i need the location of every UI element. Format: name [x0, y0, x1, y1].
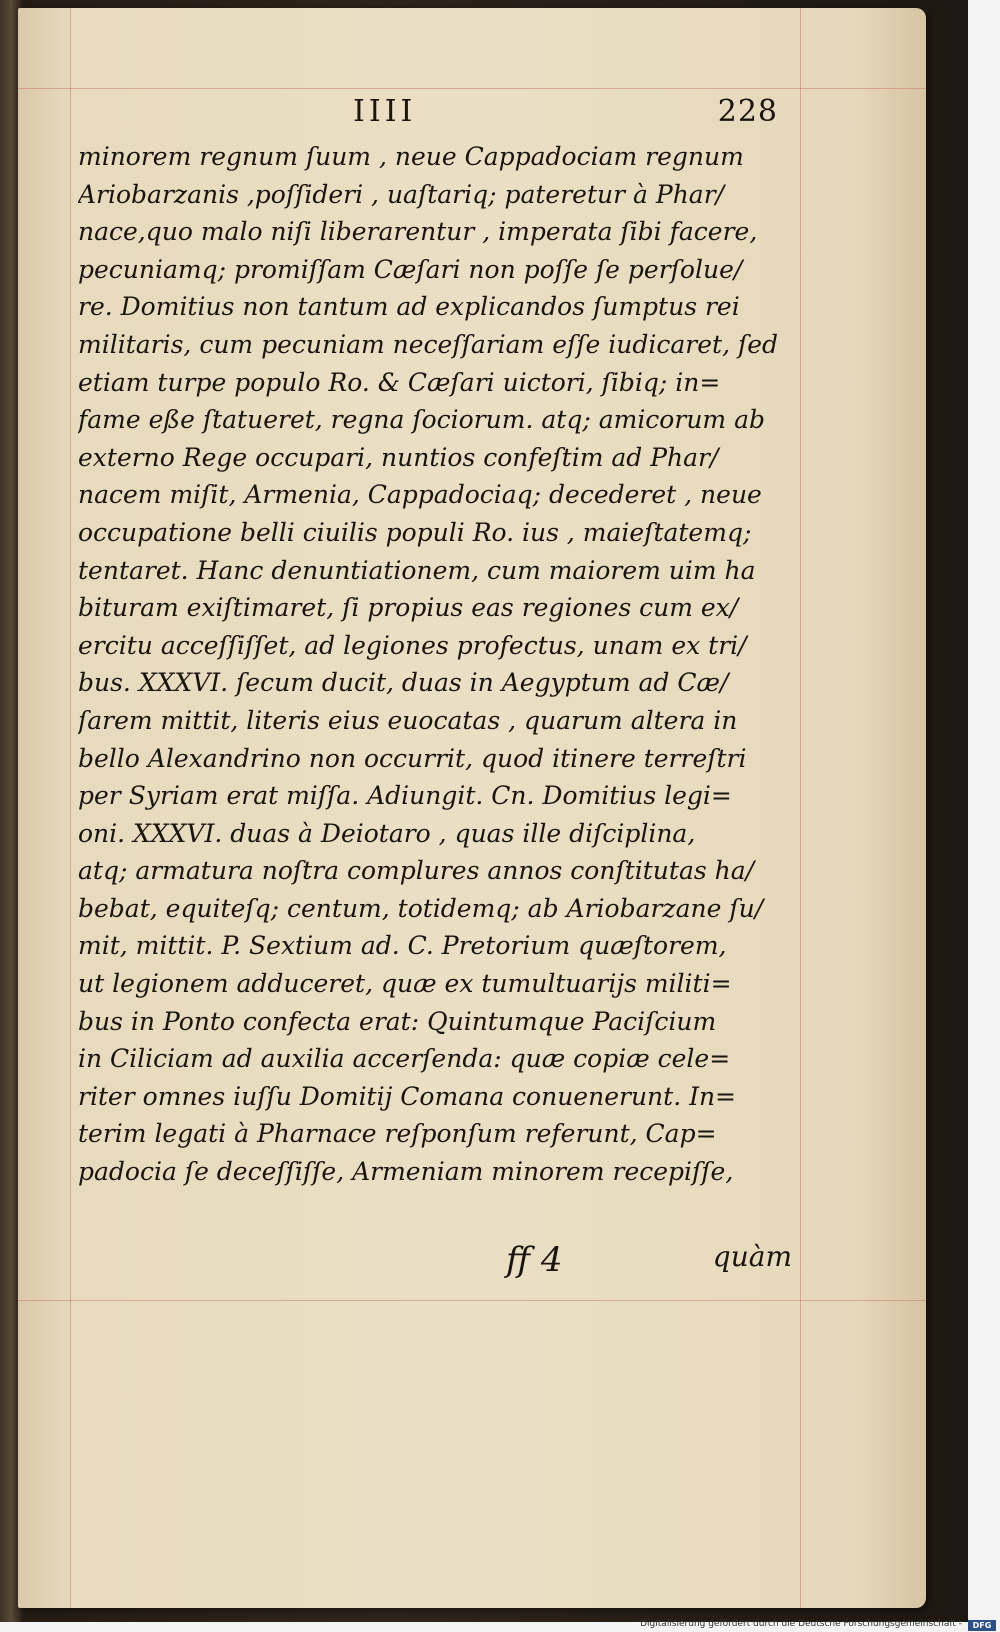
text-line: occupatione belli ciuilis populi Ro. ius , maieſtatemq;	[78, 517, 752, 547]
text-line: bituram exiſtimaret, ſi propius eas regiones cum ex/	[78, 593, 739, 623]
ruling-line-left	[70, 8, 71, 1608]
text-line: atq; armatura noſtra complures annos conſtitutas ha/	[78, 856, 755, 886]
text-line: nace,quo malo niſi liberarentur , imperata ſibi facere,	[78, 217, 758, 247]
text-line: militaris, cum pecuniam neceſſariam eſſe iudicaret, ſed	[78, 329, 778, 359]
book-page	[18, 8, 926, 1608]
text-line: ercitu acceſſiſſet, ad legiones profectus, unam ex tri/	[78, 630, 747, 660]
text-line: bus. XXXVI. ſecum ducit, duas in Aegyptum ad Cæ/	[78, 668, 729, 698]
text-line: mit, mittit. P. Sextium ad. C. Pretorium quæſtorem,	[78, 931, 727, 961]
catchword: quàm	[712, 1240, 792, 1273]
running-head: IIII	[353, 94, 417, 129]
catchline	[78, 1240, 792, 1284]
page-number: 228	[717, 94, 778, 129]
ruling-line-right	[800, 8, 801, 1608]
text-line: bebat, equiteſq; centum, totidemq; ab Ariobarzane ſu/	[78, 893, 764, 923]
text-line: tentaret. Hanc denuntiationem, cum maiorem uim ha	[78, 555, 756, 585]
text-line: riter omnes iuſſu Domitij Comana conuenerunt. In=	[78, 1081, 737, 1111]
text-line: Ariobarzanis ,poſſideri , uaſtariq; pateretur à Phar/	[78, 179, 725, 209]
text-line: terim legati à Pharnace reſponſum referunt, Cap=	[78, 1119, 717, 1149]
ruling-line-top	[18, 88, 926, 89]
text-line: padocia ſe deceſſiſſe, Armeniam minorem recepiſſe,	[78, 1157, 734, 1187]
dfg-logo: DFG	[968, 1620, 996, 1631]
text-line: ut legionem adduceret, quæ ex tumultuarijs militi=	[78, 969, 732, 999]
text-line: re. Domitius non tantum ad explicandos ſumptus rei	[78, 292, 740, 322]
body-text	[78, 138, 778, 1191]
page-header	[78, 94, 778, 134]
text-line: pecuniamq; promiſſam Cæſari non poſſe ſe perſolue/	[78, 254, 743, 284]
text-line: bello Alexandrino non occurrit, quod itinere terreſtri	[78, 743, 747, 773]
text-line: oni. XXXVI. duas à Deiotaro , quas ille diſciplina,	[78, 818, 696, 848]
ruling-line-bottom	[18, 1300, 926, 1301]
text-line: ſarem mittit, literis eius euocatas , quarum altera in	[78, 705, 738, 735]
text-line: fame eße ſtatueret, regna ſociorum. atq; amicorum ab	[78, 405, 765, 435]
text-line: nacem miſit, Armenia, Cappadociaq; decederet , neue	[78, 480, 762, 510]
text-line: per Syriam erat miſſa. Adiungit. Cn. Domitius legi=	[78, 781, 732, 811]
text-line: externo Rege occupari, nuntios confeſtim ad Phar/	[78, 442, 719, 472]
text-line: etiam turpe populo Ro. & Cæſari uictori, ſibiq; in=	[78, 367, 721, 397]
text-line: in Ciliciam ad auxilia accerſenda: quæ copiæ cele=	[78, 1044, 731, 1074]
text-line: minorem regnum ſuum , neue Cappadociam regnum	[78, 142, 744, 171]
digitization-credit: Digitalisierung gefördert durch die Deutsche Forschungsgemeinschaft -	[640, 1619, 962, 1629]
text-line: bus in Ponto confecta erat: Quintumque Paciſcium	[78, 1006, 717, 1036]
signature-mark: ff 4	[506, 1240, 563, 1280]
